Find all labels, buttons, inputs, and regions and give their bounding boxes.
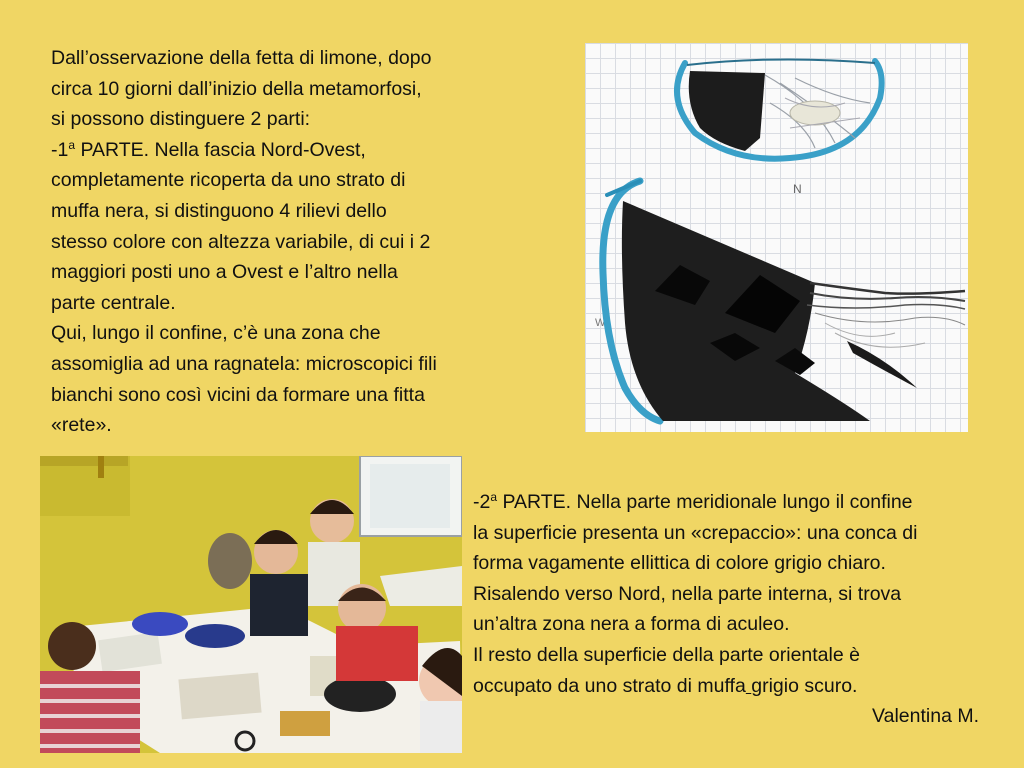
text-line: Risalendo verso Nord, nella parte interna, si trova	[473, 582, 902, 605]
text-line: stesso colore con altezza variabile, di cui i 2	[51, 230, 431, 253]
upper-text-block	[51, 43, 521, 441]
upper-slice-crevice	[790, 101, 840, 125]
text-line: completamente ricoperta da uno strato di	[51, 169, 406, 192]
part2-superscript: a	[490, 490, 498, 504]
text-line: assomiglia ad una ragnatela: microscopici fili	[51, 352, 437, 375]
signature: Valentina M.	[872, 705, 979, 728]
aculeus-zone	[847, 341, 917, 388]
last-line-start: occupato da uno strato di muffa	[473, 674, 746, 697]
bag	[208, 533, 252, 589]
classroom-photo	[40, 456, 462, 753]
last-text-line	[473, 671, 1013, 702]
web-line	[815, 313, 965, 325]
lemon-slice-drawing	[585, 43, 968, 432]
part1-superscript: a	[68, 137, 76, 152]
lower-text-block	[473, 487, 1013, 732]
text-line: Il resto della superficie della parte orientale è	[473, 643, 860, 666]
text-line: Dall’osservazione della fetta di limone, dopo	[51, 47, 432, 69]
part1-suffix: PARTE. Nella fascia Nord-Ovest,	[75, 138, 366, 161]
text-line: si possono distinguere 2 parti:	[51, 108, 311, 131]
upper-slice-top	[687, 59, 875, 65]
web-line	[807, 305, 965, 310]
text-line: muffa nera, si distinguono 4 rilievi dello	[51, 199, 387, 222]
part1-prefix: -1	[51, 138, 69, 161]
text-line: la superficie presenta un «crepaccio»: una conca di	[473, 521, 918, 544]
text-line: maggiori posti uno a Ovest e l’altro nella	[51, 261, 398, 284]
part2-heading	[473, 487, 1013, 518]
compass-west: W	[595, 317, 606, 329]
text-line: un’altra zona nera a forma di aculeo.	[473, 613, 790, 636]
part2-suffix: PARTE. Nella parte meridionale lungo il confine	[497, 491, 913, 513]
last-line-end: grigio scuro.	[751, 674, 858, 697]
photo-svg	[40, 456, 462, 753]
compass-north: N	[793, 182, 802, 196]
drawing-svg	[585, 43, 968, 432]
web-line	[825, 323, 925, 347]
text-line: forma vagamente ellittica di colore grigio chiaro.	[473, 552, 886, 575]
text-line: Qui, lungo il confine, c’è una zona che	[51, 322, 381, 345]
text-line: «rete».	[51, 414, 112, 437]
text-line: parte centrale.	[51, 291, 176, 314]
web-line	[810, 283, 965, 294]
part2-prefix: -2	[473, 491, 491, 513]
text-line: bianchi sono così vicini da formare una fitta	[51, 383, 425, 406]
part1-heading	[51, 135, 521, 166]
text-line: circa 10 giorni dall’inizio della metamorfosi,	[51, 77, 422, 100]
